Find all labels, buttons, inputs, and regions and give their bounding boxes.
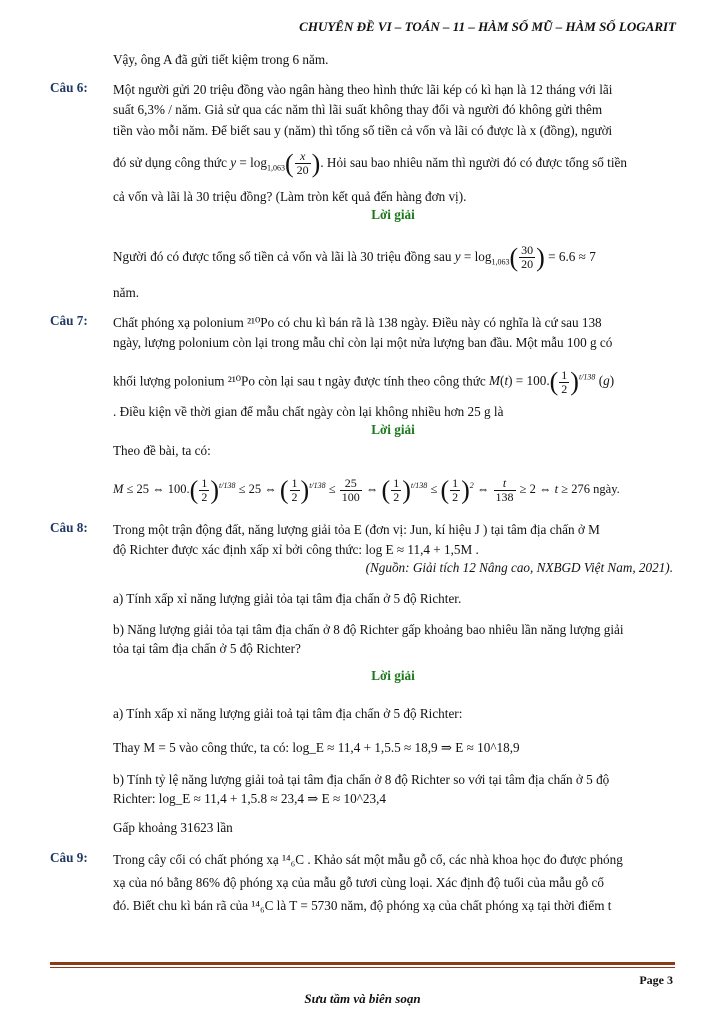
question-8-label: Câu 8: bbox=[50, 520, 88, 535]
q6-line-5: cả vốn và lãi là 30 triệu đồng? (Làm tròn kết quả đến hàng đơn vị). bbox=[113, 189, 467, 204]
page-header-title: CHUYÊN ĐỀ VI – TOÁN – 11 – HÀM SỐ MŨ – HÀM SỐ LOGARIT bbox=[299, 19, 676, 34]
q9-line-2: xạ của nó bằng 86% độ phóng xạ của mẫu gỗ tươi cùng loại. Xác định độ tuổi của mẫu gỗ cổ bbox=[113, 875, 604, 890]
q7-line-4: . Điều kiện về thời gian để mẫu chất ngày còn lại không nhiều hơn 25 g là bbox=[113, 404, 504, 419]
q7-solution-chain: M ≤ 25 ⇔ 100.( $\frac{1}{2}$ )$^{t/138}$ ≤ 25 ⇔ ( $\frac{1}{2}$ )$^{t/138}$ ≤ $\frac{25}{100}$ ⇔ ( $\frac{1}{2}$ )$^{t/138}$ ≤ ( $\frac{1}{2}$ )$^2$ ⇔ $\frac{t}{138}$ ≥ 2 ⇔ t ≥ 276 ngày. bbox=[113, 475, 620, 505]
q8-solution-b-1: b) Tính tỷ lệ năng lượng giải toả tại tâm địa chấn ở 8 độ Richter so với tại tâm địa chấn ở 5 độ bbox=[113, 772, 610, 787]
question-7-label: Câu 7: bbox=[50, 313, 88, 328]
q8-part-a: a) Tính xấp xỉ năng lượng giải tỏa tại tâm địa chấn ở 5 độ Richter. bbox=[113, 591, 462, 606]
q8-solution-a-calc: Thay M = 5 vào công thức, ta có: log_E ≈ 11,4 + 1,5.5 ≈ 18,9 ⇒ E ≈ 10^18,9 bbox=[113, 740, 520, 755]
q7-line-2: ngày, lượng polonium còn lại trong mẫu chỉ còn lại một nửa lượng ban đầu. Một mẫu 100 g có bbox=[113, 335, 613, 350]
q7-line-1: Chất phóng xạ polonium ²¹⁰Po có chu kì bán rã là 138 ngày. Điều này có nghĩa là cứ sau 138 bbox=[113, 315, 602, 330]
question-6-label: Câu 6: bbox=[50, 80, 88, 95]
q8-source: (Nguồn: Giải tích 12 Nâng cao, NXBGD Việt Nam, 2021). bbox=[365, 560, 673, 575]
q8-solution-title: Lời giải bbox=[371, 668, 415, 683]
q8-line-1: Trong một trận động đất, năng lượng giải tỏa E (đơn vị: Jun, kí hiệu J ) tại tâm địa chấn ở M bbox=[113, 522, 600, 537]
q6-solution-title: Lời giải bbox=[371, 207, 415, 222]
q7-solution-title: Lời giải bbox=[371, 422, 415, 437]
footer-credit: Sưu tầm và biên soạn bbox=[304, 991, 421, 1006]
q9-line-3: đó. Biết chu kì bán rã của ¹⁴₆C là T = 5730 năm, độ phóng xạ của chất phóng xạ tại thời điểm t bbox=[113, 898, 612, 913]
q6-formula-line: đó sử dụng công thức $y = \log_{1,063}$( $\frac{x}{20}$ ). Hỏi sau bao nhiêu năm thì người đó có được tổng số tiền bbox=[113, 148, 627, 178]
q6-solution-formula: $y = \log_{1,063}$( $\frac{30}{20}$ ) = 6.6 ≈ 7 bbox=[454, 242, 596, 272]
q9-line-1: Trong cây cối có chất phóng xạ ¹⁴₆C . Khảo sát một mẫu gỗ cổ, các nhà khoa học đo được phóng bbox=[113, 852, 623, 867]
q6-formula: $y = \log_{1,063}$( $\frac{x}{20}$ ) bbox=[230, 148, 321, 178]
q6-line-3: tiền vào mỗi năm. Để biết sau y (năm) thì tổng số tiền cả vốn và lãi có được là x (đồng), người bbox=[113, 123, 613, 138]
footer-rule bbox=[50, 962, 675, 965]
q6-solution-end: năm. bbox=[113, 285, 140, 300]
q8-part-b-2: tỏa tại tâm địa chấn ở 5 độ Richter? bbox=[113, 641, 301, 656]
q7-formula-line: khối lượng polonium ²¹⁰Po còn lại sau t ngày được tính theo công thức M(t) = 100.( $\frac{1}{2}$ )$^{t/138}$ (g) bbox=[113, 367, 615, 397]
q8-solution-b-2: Richter: log_E ≈ 11,4 + 1,5.8 ≈ 23,4 ⇒ E ≈ 10^23,4 bbox=[113, 791, 386, 806]
q8-solution-b-result: Gấp khoảng 31623 lần bbox=[113, 820, 233, 835]
q6-solution: Người đó có được tổng số tiền cả vốn và lãi là 30 triệu đồng sau $y = \log_{1,063}$( $\frac{30}{20}$ ) = 6.6 ≈ 7 bbox=[113, 242, 596, 272]
q6-line-1: Một người gửi 20 triệu đồng vào ngân hàng theo hình thức lãi kép có kì hạn là 12 tháng với lãi bbox=[113, 82, 613, 97]
footer-rule-thin bbox=[50, 967, 675, 968]
q8-part-b-1: b) Năng lượng giải tỏa tại tâm địa chấn ở 8 độ Richter gấp khoảng bao nhiêu lần năng lượng giải bbox=[113, 622, 624, 637]
q6-line-2: suất 6,3% / năm. Giả sử qua các năm thì lãi suất không thay đổi và người đó không gửi thêm bbox=[113, 102, 603, 117]
q8-solution-a: a) Tính xấp xỉ năng lượng giải toả tại tâm địa chấn ở 5 độ Richter: bbox=[113, 706, 463, 721]
page-number: Page 3 bbox=[639, 973, 673, 987]
q7-formula: M(t) = 100.( $\frac{1}{2}$ )$^{t/138}$ (g) bbox=[489, 367, 615, 397]
q8-line-2: độ Richter được xác định xấp xỉ bởi công thức: log E ≈ 11,4 + 1,5M . bbox=[113, 542, 479, 557]
intro-text: Vậy, ông A đã gửi tiết kiệm trong 6 năm. bbox=[113, 52, 329, 67]
q7-solution-intro: Theo đề bài, ta có: bbox=[113, 443, 211, 458]
question-9-label: Câu 9: bbox=[50, 850, 88, 865]
